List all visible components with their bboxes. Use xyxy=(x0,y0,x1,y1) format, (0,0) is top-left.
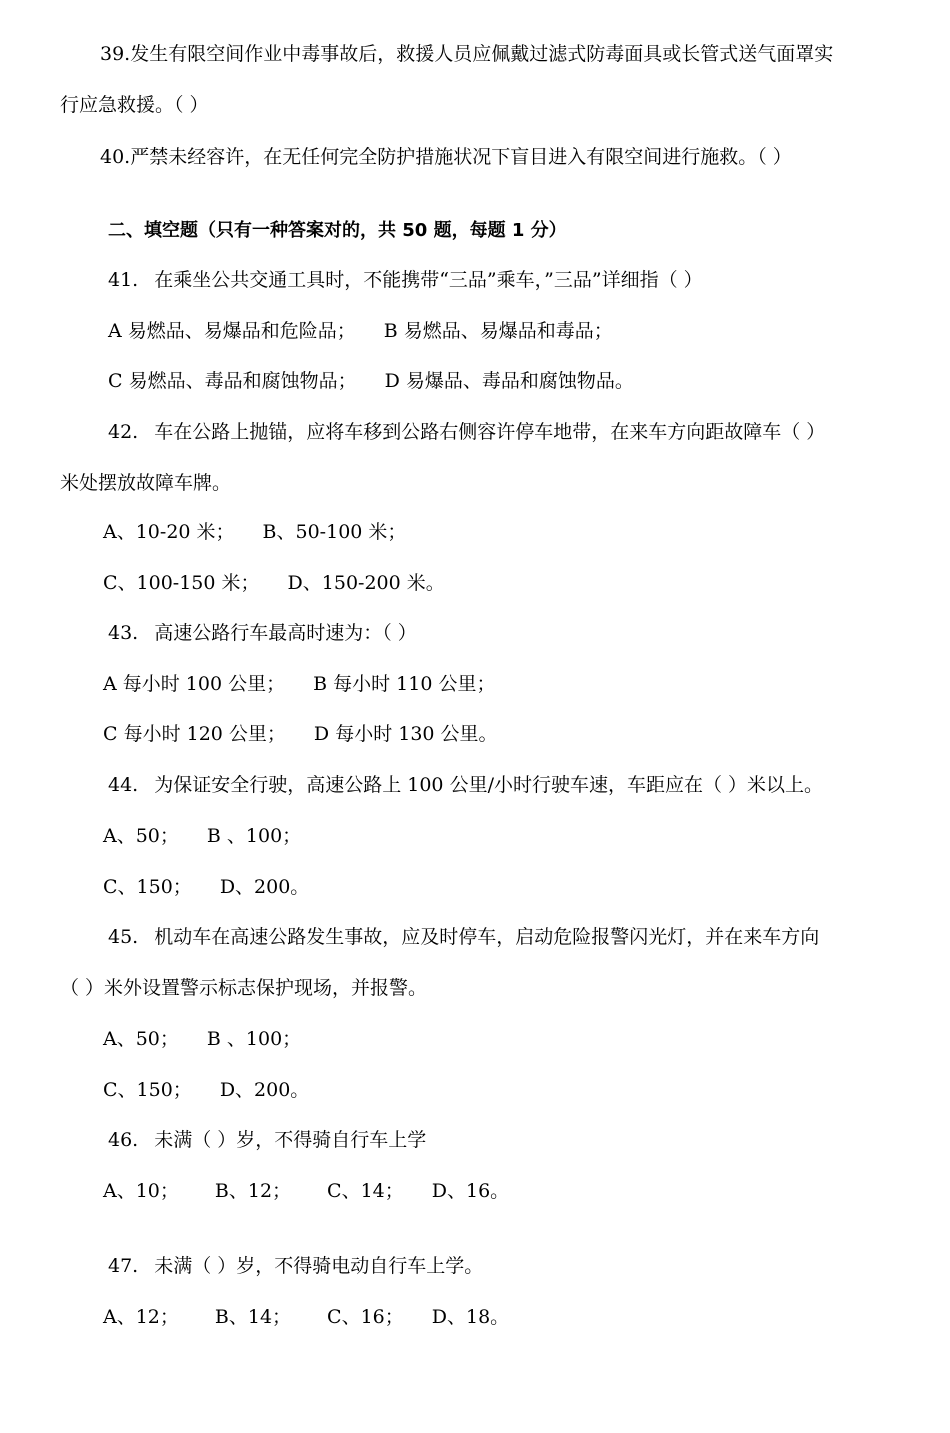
q47-options-row xyxy=(103,1305,509,1329)
q42-text: 车在公路上抛锚，应将车移到公路右侧容许停车地带，在来车方向距故障车（ ） xyxy=(154,421,826,443)
q41-option-c: C 易燃品、毒品和腐蚀物品； xyxy=(108,370,357,392)
q46-option-d: D、16。 xyxy=(431,1180,510,1202)
q41-question xyxy=(108,268,703,292)
q42-options-row2 xyxy=(103,571,445,595)
q46-options-row xyxy=(103,1179,509,1203)
q42-options-row1 xyxy=(103,520,406,544)
q44-option-b: B 、100； xyxy=(206,825,302,847)
q47-question xyxy=(108,1254,483,1278)
q43-options-row1 xyxy=(103,672,495,696)
q44-option-a: A、50； xyxy=(103,825,179,847)
q46-text: 未满（ ）岁，不得骑自行车上学 xyxy=(154,1129,427,1151)
q46-option-b: B、12； xyxy=(214,1180,292,1202)
q44-option-d: D、200。 xyxy=(219,876,310,898)
q41-text: 在乘坐公共交通工具时，不能携带“三品”乘车，”三品”详细指（ ） xyxy=(154,269,703,291)
q43-text: 高速公路行车最高时速为：（ ） xyxy=(154,622,417,644)
q43-option-b: B 每小时 110 公里； xyxy=(313,673,496,695)
q43-options-row2 xyxy=(103,722,498,746)
q42-option-c: C、100-150 米； xyxy=(103,572,260,594)
q45-number: 45. xyxy=(108,926,139,948)
q46-option-a: A、10； xyxy=(103,1180,179,1202)
q45-text-cont: （ ）米外设置警示标志保护现场，并报警。 xyxy=(60,977,428,999)
q41-options-row1 xyxy=(108,319,613,343)
q47-number: 47. xyxy=(108,1255,139,1277)
q45-option-a: A、50； xyxy=(103,1028,179,1050)
q45-text: 机动车在高速公路发生事故，应及时停车，启动危险报警闪光灯，并在来车方向 xyxy=(154,926,820,948)
q45-option-d: D、200。 xyxy=(219,1079,310,1101)
q42-option-d: D、150-200 米。 xyxy=(287,572,445,594)
q42-option-b: B、50-100 米； xyxy=(262,521,407,543)
q47-option-d: D、18。 xyxy=(431,1306,510,1328)
q41-option-a: A 易燃品、易爆品和危险品； xyxy=(108,320,356,342)
q44-options-row1 xyxy=(103,824,301,848)
q45-options-row2 xyxy=(103,1078,309,1102)
q44-question xyxy=(108,773,823,797)
q45-option-c: C、150； xyxy=(103,1079,192,1101)
section-heading: 二、填空题（只有一种答案对的，共 50 题，每题 1 分） xyxy=(108,220,567,241)
q43-question xyxy=(108,621,417,645)
q47-text: 未满（ ）岁，不得骑电动自行车上学。 xyxy=(154,1255,484,1277)
q45-question xyxy=(108,925,819,949)
q44-text: 为保证安全行驶，高速公路上 100 公里/小时行驶车速，车距应在（ ）米以上。 xyxy=(154,774,824,796)
q45-option-b: B 、100； xyxy=(206,1028,302,1050)
q47-option-c: C、16； xyxy=(327,1306,404,1328)
q46-question xyxy=(108,1128,426,1152)
q43-option-a: A 每小时 100 公里； xyxy=(103,673,286,695)
q43-number: 43. xyxy=(108,622,139,644)
q45-options-row1 xyxy=(103,1027,301,1051)
q42-question xyxy=(108,420,825,444)
q46-option-c: C、14； xyxy=(327,1180,404,1202)
q42-number: 42. xyxy=(108,421,139,443)
q41-number: 41. xyxy=(108,269,139,291)
q46-number: 46. xyxy=(108,1129,139,1151)
q44-options-row2 xyxy=(103,875,309,899)
q42-text-cont: 米处摆放故障车牌。 xyxy=(60,472,232,494)
q43-option-d: D 每小时 130 公里。 xyxy=(313,723,498,745)
q39-line1: 39.发生有限空间作业中毒事故后，救援人员应佩戴过滤式防毒面具或长管式送气面罩实 xyxy=(100,43,834,65)
q47-option-b: B、14； xyxy=(214,1306,292,1328)
q41-options-row2 xyxy=(108,369,634,393)
q43-option-c: C 每小时 120 公里； xyxy=(103,723,286,745)
q44-number: 44. xyxy=(108,774,139,796)
q44-option-c: C、150； xyxy=(103,876,192,898)
q41-option-b: B 易燃品、易爆品和毒品； xyxy=(383,320,613,342)
q41-option-d: D 易爆品、毒品和腐蚀物品。 xyxy=(384,370,634,392)
q42-option-a: A、10-20 米； xyxy=(103,521,235,543)
q39-line2: 行应急救援。（ ） xyxy=(60,94,209,116)
q47-option-a: A、12； xyxy=(103,1306,179,1328)
q40-text: 40.严禁未经容许，在无任何完全防护措施状况下盲目进入有限空间进行施救。（ ） xyxy=(100,146,792,168)
